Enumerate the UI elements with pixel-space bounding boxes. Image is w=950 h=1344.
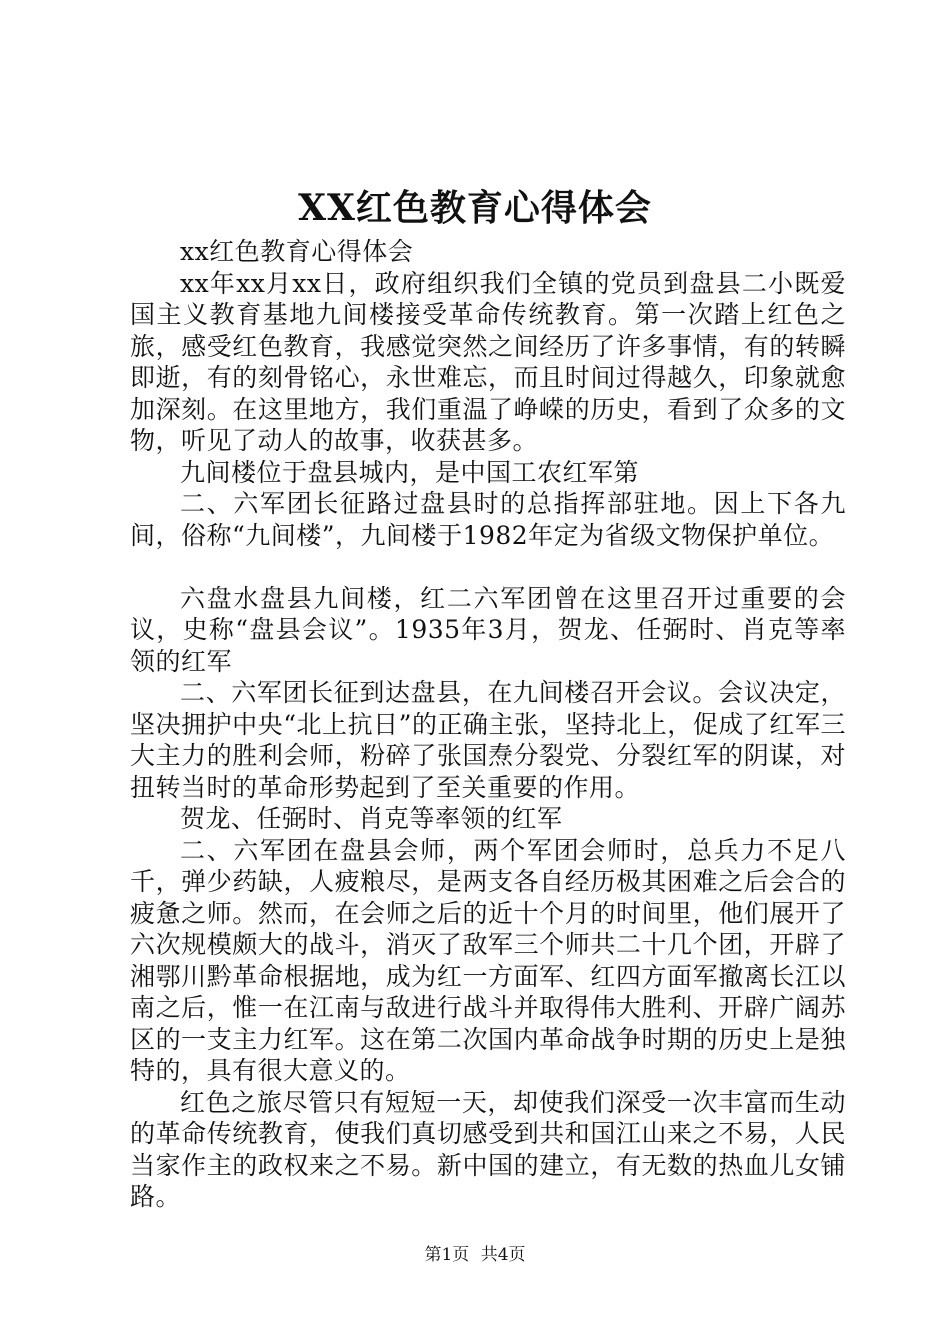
paragraph-subtitle: xx红色教育心得体会 xyxy=(180,237,414,266)
paragraph: 红色之旅尽管只有短短一天，却使我们深受一次丰富而生动的革命传统教育，使我们真切感受到共和国江山来之不易，人民当家作主的政权来之不易。新中国的建立，有无数的热血儿女铺路。 xyxy=(130,1087,846,1211)
page-number-footer: 第1页 共4页 xyxy=(424,1245,526,1265)
paragraph: 二、六军团长征到达盘县，在九间楼召开会议。会议决定，坚决拥护中央“北上抗日”的正确主张，坚持北上，促成了红军三大主力的胜利会师，粉碎了张国焘分裂党、分裂红军的阴谋，对扭转当时的革命形势起到了至关重要的作用。 xyxy=(130,678,846,802)
paragraph: 九间楼位于盘县城内，是中国工农红军第 xyxy=(180,457,640,487)
document-body xyxy=(130,236,846,1213)
paragraph-spacer xyxy=(130,551,846,583)
paragraph: 六盘水盘县九间楼，红二六军团曾在这里召开过重要的会议，史称“盘县会议”。1935年3月，贺龙、任弼时、肖克等率领的红军 xyxy=(130,583,846,676)
document-title: XX红色教育心得体会 xyxy=(298,187,652,229)
paragraph: 二、六军团长征路过盘县时的总指挥部驻地。因上下各九间，俗称“九间楼”，九间楼于1982年定为省级文物保护单位。 xyxy=(130,489,846,550)
paragraph: 二、六军团在盘县会师，两个军团会师时，总兵力不足八千，弹少药缺，人疲粮尽，是两支各自经历极其困难之后会合的疲惫之师。然而，在会师之后的近十个月的时间里，他们展开了六次规模颇大的战斗，消灭了敌军三个师共二十几个团，开辟了湘鄂川黔革命根据地，成为红一方面军、红四方面军撤离长江以南之后，惟一在江南与敌进行战斗并取得伟大胜利、开辟广阔苏区的一支主力红军。这在第二次国内革命战争时期的历史上是独特的，具有很大意义的。 xyxy=(130,835,846,1085)
paragraph: 贺龙、任弼时、肖克等率领的红军 xyxy=(180,804,563,833)
paragraph: xx年xx月xx日，政府组织我们全镇的党员到盘县二小既爱国主义教育基地九间楼接受革命传统教育。第一次踏上红色之旅，感受红色教育，我感觉突然之间经历了许多事情，有的转瞬即逝，有的刻骨铭心，永世难忘，而且时间过得越久，印象就愈加深刻。在这里地方，我们重温了峥嵘的历史，看到了众多的文物，听见了动人的故事，收获甚多。 xyxy=(130,268,846,455)
